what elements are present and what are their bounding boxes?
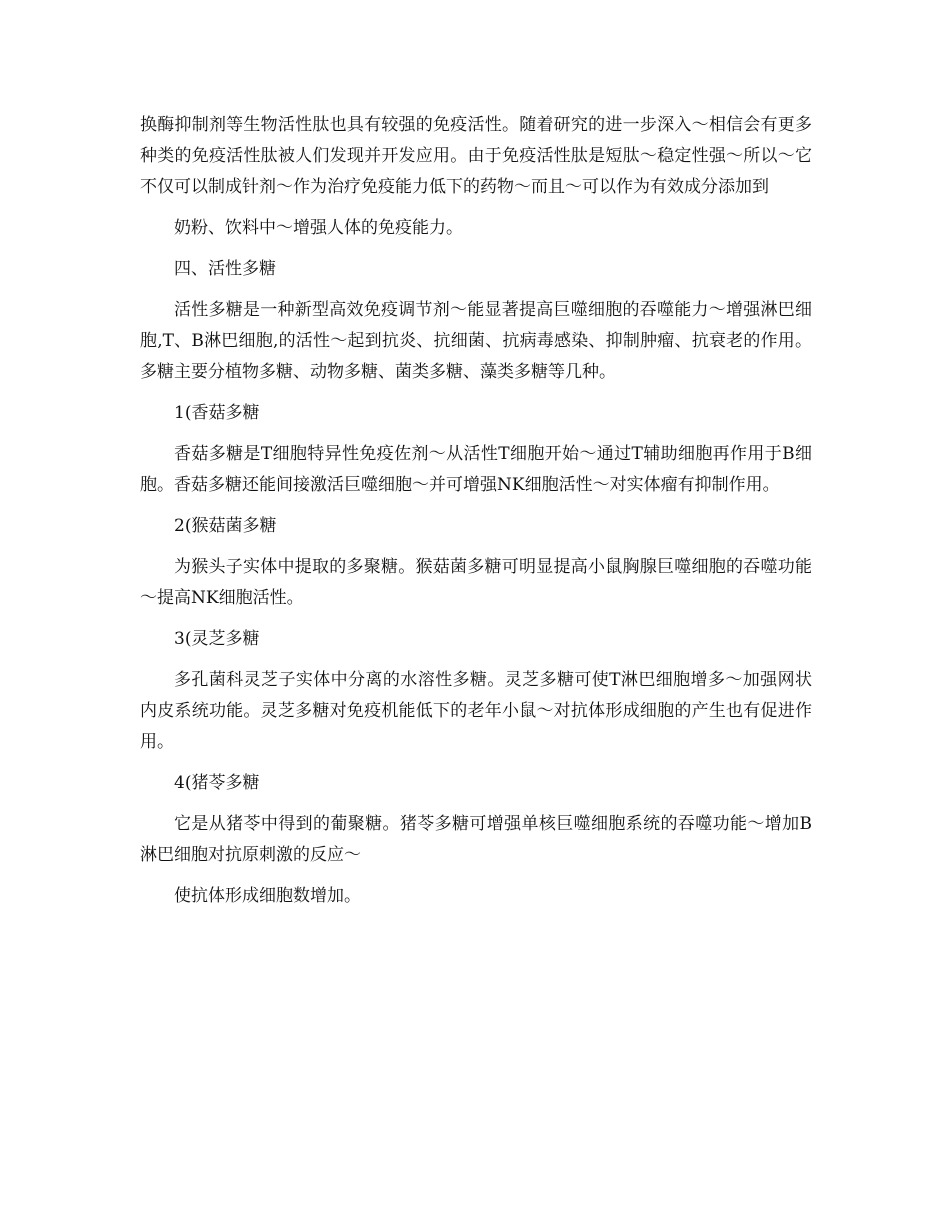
paragraph-antibody-cells: 使抗体形成细胞数增加。 — [174, 886, 361, 906]
subheading-hericium: 2(猴菇菌多糖 — [174, 516, 277, 536]
paragraph-polyporus: 它是从猪苓中得到的葡聚糖。猪苓多糖可增强单核巨噬细胞系统的吞噬功能～增加B淋巴细胞对抗原刺激的反应～ — [140, 814, 812, 865]
document-body — [140, 110, 812, 922]
subheading-polyporus: 4(猪苓多糖 — [174, 773, 260, 793]
paragraph-milk-powder: 奶粉、饮料中～增强人体的免疫能力。 — [174, 218, 463, 238]
paragraph-ganoderma: 多孔菌科灵芝子实体中分离的水溶性多糖。灵芝多糖可使T淋巴细胞增多～加强网状内皮系统功能。灵芝多糖对免疫机能低下的老年小鼠～对抗体形成细胞的产生也有促进作用。 — [140, 670, 812, 752]
subheading-lentinan: 1(香菇多糖 — [174, 403, 260, 423]
subheading-ganoderma: 3(灵芝多糖 — [174, 629, 260, 649]
paragraph-active-polysaccharides: 活性多糖是一种新型高效免疫调节剂～能显著提高巨噬细胞的吞噬能力～增强淋巴细胞,T、B淋巴细胞,的活性～起到抗炎、抗细菌、抗病毒感染、抑制肿瘤、抗衰老的作用。多糖主要分植物多糖、动物多糖、菌类多糖、藻类多糖等几种。 — [140, 300, 812, 382]
paragraph-hericium: 为猴头子实体中提取的多聚糖。猴菇菌多糖可明显提高小鼠胸腺巨噬细胞的吞噬功能～提高NK细胞活性。 — [140, 557, 812, 608]
paragraph-lentinan: 香菇多糖是T细胞特异性免疫佐剂～从活性T细胞开始～通过T辅助细胞再作用于B细胞。香菇多糖还能间接激活巨噬细胞～并可增强NK细胞活性～对实体瘤有抑制作用。 — [140, 444, 812, 495]
paragraph-continuation: 换酶抑制剂等生物活性肽也具有较强的免疫活性。随着研究的进一步深入～相信会有更多种类的免疫活性肽被人们发现并开发应用。由于免疫活性肽是短肽～稳定性强～所以～它不仅可以制成针剂～作为治疗免疫能力低下的药物～而且～可以作为有效成分添加到 — [140, 115, 812, 197]
section-heading-active-polysaccharides: 四、活性多糖 — [174, 259, 276, 279]
